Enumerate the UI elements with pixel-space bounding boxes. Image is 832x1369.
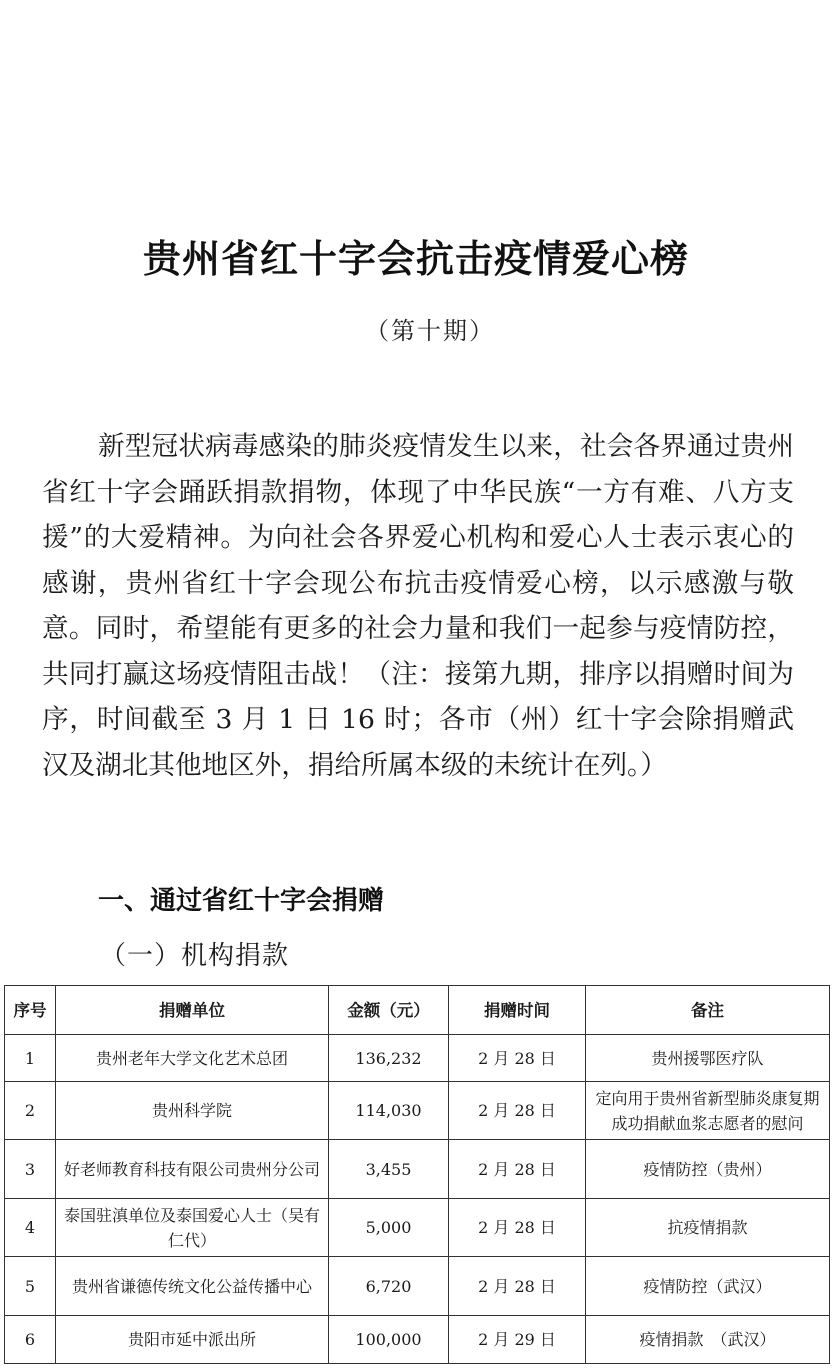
- intro-paragraph: 新型冠状病毒感染的肺炎疫情发生以来，社会各界通过贵州省红十字会踊跃捐款捐物，体现了中华民族“一方有难、八方支援”的大爱精神。为向社会各界爱心机构和爱心人士表示衷心的感谢，贵州省红十字会现公布抗击疫情爱心榜，以示感激与敬意。同时，希望能有更多的社会力量和我们一起参与疫情防控，共同打赢这场疫情阻击战！（注：接第九期，排序以捐赠时间为序，时间截至 3 月 1 日 16 时；各市（州）红十字会除捐赠武汉及湖北其他地区外，捐给所属本级的未统计在列。）: [42, 431, 794, 781]
- header-serial: 序号: [5, 986, 56, 1035]
- cell-date: 2 月 28 日: [449, 1082, 586, 1140]
- cell-donor: 泰国驻滇单位及泰国爱心人士（吴有仁代）: [56, 1199, 329, 1257]
- cell-serial: 5: [5, 1257, 56, 1316]
- header-date: 捐赠时间: [449, 986, 586, 1035]
- cell-donor: 贵阳市延中派出所: [56, 1316, 329, 1364]
- cell-note: 疫情防控（贵州）: [586, 1140, 830, 1199]
- cell-serial: 1: [5, 1035, 56, 1082]
- subsection-heading: （一）机构捐款: [100, 941, 290, 971]
- cell-date: 2 月 28 日: [449, 1199, 586, 1257]
- header-donor: 捐赠单位: [56, 986, 329, 1035]
- table-row: [5, 1140, 830, 1199]
- cell-date: 2 月 29 日: [449, 1316, 586, 1364]
- cell-donor: 贵州老年大学文化艺术总团: [56, 1035, 329, 1082]
- cell-serial: 2: [5, 1082, 56, 1140]
- cell-amount: 114,030: [329, 1082, 449, 1140]
- section-heading: 一、通过省红十字会捐赠: [98, 886, 385, 916]
- cell-serial: 3: [5, 1140, 56, 1199]
- cell-amount: 3,455: [329, 1140, 449, 1199]
- cell-amount: 100,000: [329, 1316, 449, 1364]
- cell-note: 抗疫情捐款: [586, 1199, 830, 1257]
- cell-serial: 4: [5, 1199, 56, 1257]
- document-title: 贵州省红十字会抗击疫情爱心榜: [142, 237, 689, 281]
- table-row: [5, 1035, 830, 1082]
- cell-date: 2 月 28 日: [449, 1140, 586, 1199]
- table-row: [5, 1199, 830, 1257]
- cell-donor: 好老师教育科技有限公司贵州分公司: [56, 1140, 329, 1199]
- cell-donor: 贵州科学院: [56, 1082, 329, 1140]
- cell-amount: 6,720: [329, 1257, 449, 1316]
- cell-date: 2 月 28 日: [449, 1257, 586, 1316]
- header-note: 备注: [586, 986, 830, 1035]
- header-amount: 金额（元）: [329, 986, 449, 1035]
- cell-note: 贵州援鄂医疗队: [586, 1035, 830, 1082]
- table-header-row: [5, 986, 830, 1035]
- cell-date: 2 月 28 日: [449, 1035, 586, 1082]
- table-row: [5, 1316, 830, 1364]
- cell-amount: 5,000: [329, 1199, 449, 1257]
- table-row: [5, 1257, 830, 1316]
- donation-table: [4, 985, 830, 1364]
- cell-amount: 136,232: [329, 1035, 449, 1082]
- issue-number: （第十期）: [365, 317, 495, 345]
- cell-note: 疫情捐款 （武汉）: [586, 1316, 830, 1364]
- table-row: [5, 1082, 830, 1140]
- cell-note: 疫情防控（武汉）: [586, 1257, 830, 1316]
- cell-note: 定向用于贵州省新型肺炎康复期成功捐献血浆志愿者的慰问: [586, 1082, 830, 1140]
- cell-serial: 6: [5, 1316, 56, 1364]
- cell-donor: 贵州省谦德传统文化公益传播中心: [56, 1257, 329, 1316]
